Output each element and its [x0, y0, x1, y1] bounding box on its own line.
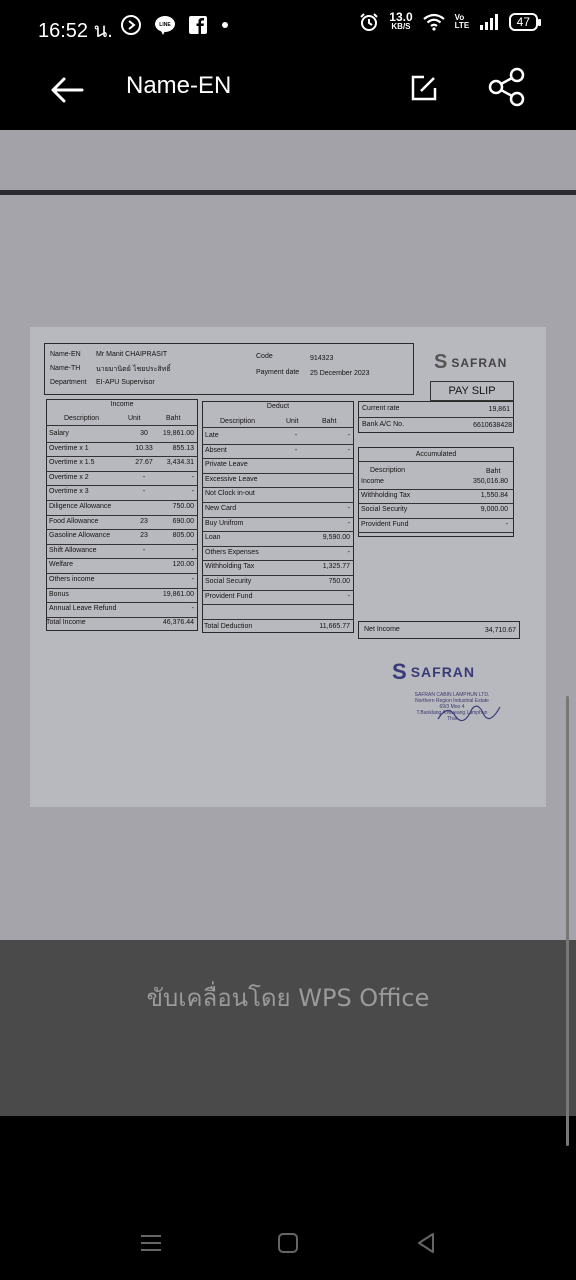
row-unit: 23 [140, 532, 148, 540]
row-description: Social Security [361, 506, 408, 514]
status-bar [0, 0, 576, 52]
row-baht: 750.00 [172, 503, 194, 510]
media-play-icon [120, 14, 142, 36]
table-row-line [46, 529, 198, 530]
row-baht: 9,590.00 [322, 534, 350, 542]
document-viewer[interactable] [0, 130, 576, 940]
table-row-line [46, 515, 198, 516]
payslip-image [30, 327, 546, 807]
row-description: Income [361, 478, 384, 485]
row-description: New Card [205, 505, 237, 512]
stamp-line-5: Thai [447, 716, 457, 722]
accumulated-header-line [358, 461, 514, 462]
row-description: Annual Leave Refund [49, 605, 117, 613]
account-divider [358, 417, 514, 418]
table-row-line [202, 444, 354, 445]
back-triangle-icon [411, 1228, 441, 1258]
deduct-header: Deduct [266, 403, 290, 410]
safran-s-icon: S [434, 351, 449, 373]
row-unit: 10.33 [135, 444, 153, 452]
row-description: Late [205, 432, 219, 439]
table-row-line [202, 487, 354, 488]
app-bar [0, 52, 576, 130]
scrollbar[interactable] [566, 696, 569, 1146]
payment-date-label: Payment date [256, 369, 300, 376]
row-description: Others income [49, 576, 95, 583]
stamp-line-3: 69/3 Moo 4 [439, 704, 465, 710]
battery-indicator [509, 13, 538, 31]
row-baht: 690.00 [172, 517, 194, 525]
accumulated-col-description: Description [370, 467, 406, 474]
safran-brand: SAFRAN [451, 355, 508, 370]
row-unit: - [294, 446, 298, 454]
pay-slip-title: PAY SLIP [430, 381, 514, 401]
home-button[interactable] [273, 1228, 303, 1258]
table-row-line [358, 532, 514, 533]
row-description: Overtime x 2 [49, 473, 89, 481]
row-description: Withholding Tax [205, 563, 255, 571]
department-label: Department [50, 379, 87, 386]
row-baht: - [347, 519, 350, 527]
net-speed-value: 13.0 [389, 10, 413, 24]
row-baht: 3,434.31 [166, 459, 194, 467]
table-row-line [358, 518, 514, 519]
accumulated-col-baht: Baht [486, 468, 501, 475]
row-description: Absent [205, 446, 227, 454]
edit-icon [404, 68, 444, 108]
line-app-icon [154, 14, 176, 36]
table-row-line [202, 590, 354, 591]
deduct-total-value: 11,665.77 [319, 623, 350, 630]
row-description: Excessive Leave [205, 475, 258, 483]
table-row-line [46, 602, 198, 603]
row-description: Bonus [49, 590, 69, 598]
table-row-line [202, 502, 354, 503]
table-row-line [202, 517, 354, 518]
row-description: Diligence Allowance [49, 503, 112, 510]
status-time: 16:52 น. [38, 20, 113, 42]
current-rate-value: 19,861 [488, 406, 510, 413]
row-description: Welfare [49, 561, 73, 569]
row-baht: - [191, 546, 194, 554]
table-row-line [202, 619, 354, 620]
deduct-col-description: Description [220, 418, 256, 425]
income-col-description: Description [64, 415, 100, 422]
net-income-value: 34,710.67 [484, 627, 516, 634]
net-speed-unit: KB/S [391, 22, 411, 31]
row-unit: 27.67 [135, 459, 153, 467]
row-baht: 120.00 [172, 561, 194, 569]
edit-button[interactable] [404, 68, 444, 108]
row-baht: - [191, 473, 194, 481]
row-description: Provident Fund [361, 520, 409, 528]
row-description: Others Expenses [205, 548, 259, 556]
signature-scribble [434, 699, 504, 729]
income-col-baht: Baht [166, 415, 181, 422]
notification-icons [120, 14, 230, 36]
row-description: Loan [205, 534, 221, 542]
row-baht: 805.00 [172, 532, 194, 540]
income-total-value: 46,376.44 [162, 619, 194, 626]
stamp-line-2: Northern Region Industrial Estate [415, 698, 489, 704]
table-row-line [202, 604, 354, 605]
stamp-logo [392, 659, 475, 685]
current-page [0, 195, 576, 940]
back-nav-button[interactable] [411, 1228, 441, 1258]
row-baht: 19,861.00 [162, 430, 194, 437]
row-baht: - [191, 488, 194, 496]
deduct-col-unit: Unit [286, 418, 299, 425]
income-col-unit: Unit [128, 415, 141, 422]
table-row-line [202, 546, 354, 547]
row-baht: - [347, 548, 350, 556]
stamp-s-icon: S [392, 659, 408, 684]
previous-page [0, 130, 576, 190]
row-description: Private Leave [205, 461, 248, 469]
share-icon [486, 66, 528, 108]
powered-by-text: ขับเคลื่อนโดย WPS Office [146, 984, 430, 1012]
table-row-line [202, 560, 354, 561]
name-th-value: นายมานิตย์ ไชยประสิทธิ์ [96, 365, 171, 373]
row-description: Buy Unifrom [205, 519, 244, 527]
battery-level: 47 [516, 15, 530, 29]
bank-value: 6610638428 [473, 422, 512, 429]
table-row-line [202, 575, 354, 576]
home-icon [273, 1228, 303, 1258]
recent-apps-button[interactable] [136, 1228, 166, 1258]
row-baht: 1,325.77 [322, 563, 350, 571]
name-en-value: Mr Manit CHAIPRASIT [96, 351, 168, 358]
stamp-line-1: SAFRAN CABIN LAMPHUN LTD. [414, 692, 490, 698]
row-baht: 350,016.80 [472, 478, 508, 485]
row-description: Overtime x 1.5 [49, 459, 95, 467]
row-baht: - [347, 446, 350, 454]
table-row-line [46, 558, 198, 559]
income-header-line [46, 425, 198, 426]
income-total-label: Total Income [46, 619, 86, 626]
footer-banner [0, 940, 576, 1116]
row-baht: 855.13 [172, 444, 194, 452]
table-row-line [46, 500, 198, 501]
alarm-icon [359, 12, 379, 32]
table-row-line [202, 531, 354, 532]
volte-icon: Vo LTE [454, 13, 470, 30]
svg-text:LINE: LINE [159, 22, 171, 28]
row-unit: - [142, 473, 146, 481]
menu-icon [136, 1228, 166, 1258]
row-baht: - [347, 432, 350, 439]
payment-date-value: 25 December 2023 [310, 370, 370, 377]
row-description: Not Clock in-out [205, 490, 255, 498]
row-unit: - [294, 432, 298, 439]
row-baht: - [505, 520, 508, 528]
table-row-line [46, 442, 198, 443]
row-baht: 750.00 [328, 578, 350, 585]
share-button[interactable] [486, 66, 528, 108]
row-description: Food Allowance [49, 517, 99, 525]
safran-logo [434, 351, 507, 374]
row-description: Overtime x 3 [49, 488, 89, 496]
row-description: Provident Fund [205, 592, 253, 600]
row-baht: 19,861.00 [162, 590, 194, 598]
table-row-line [202, 458, 354, 459]
row-description: Overtime x 1 [49, 444, 89, 452]
row-baht: - [347, 592, 350, 600]
current-rate-label: Current rate [362, 405, 400, 412]
deduct-header-line [202, 427, 354, 428]
table-row-line [46, 471, 198, 472]
table-row-line [46, 588, 198, 589]
row-unit: 23 [140, 517, 148, 525]
deduct-col-baht: Baht [322, 418, 337, 425]
name-en-label: Name-EN [50, 351, 81, 358]
back-button[interactable] [46, 68, 90, 112]
table-row-line [46, 573, 198, 574]
signal-icon [479, 14, 499, 30]
stamp-line-4: T.Banklang A.Mueang Lamphun [416, 710, 488, 716]
row-baht: - [191, 576, 194, 583]
row-description: Gasoline Allowance [49, 532, 111, 540]
row-description: Social Security [205, 578, 252, 585]
row-description: Withholding Tax [361, 492, 411, 500]
row-unit: - [142, 546, 146, 554]
deduct-total-label: Total Deduction [204, 623, 253, 630]
system-icons [359, 12, 538, 32]
code-label: Code [256, 353, 273, 360]
table-row-line [202, 473, 354, 474]
row-baht: 1,550.84 [480, 492, 508, 500]
accumulated-header: Accumulated [415, 451, 457, 458]
facebook-icon [188, 15, 208, 35]
row-baht: 9,000.00 [480, 506, 508, 514]
table-row-line [46, 544, 198, 545]
table-row-line [46, 617, 198, 618]
row-unit: 30 [140, 430, 148, 437]
table-row-line [358, 489, 514, 490]
row-unit: - [142, 488, 146, 496]
income-header: Income [110, 401, 134, 408]
department-value: EI-APU Supervisor [96, 379, 155, 386]
row-baht: - [347, 505, 350, 512]
stamp-brand: SAFRAN [410, 664, 476, 680]
navigation-bar [0, 1180, 576, 1280]
row-description: Salary [49, 430, 69, 437]
row-baht: - [191, 605, 194, 613]
dot-icon [220, 20, 230, 30]
table-row-line [46, 485, 198, 486]
name-th-label: Name-TH [50, 365, 81, 372]
bank-label: Bank A/C No. [362, 421, 405, 428]
back-arrow-icon [46, 68, 90, 112]
code-value: 914323 [310, 355, 334, 362]
row-description: Shift Allowance [49, 546, 97, 554]
wifi-icon [423, 13, 445, 31]
table-row-line [46, 456, 198, 457]
document-title: Name-EN [126, 72, 232, 99]
table-row-line [358, 503, 514, 504]
net-speed [389, 12, 412, 32]
net-income-label: Net Income [364, 626, 400, 633]
